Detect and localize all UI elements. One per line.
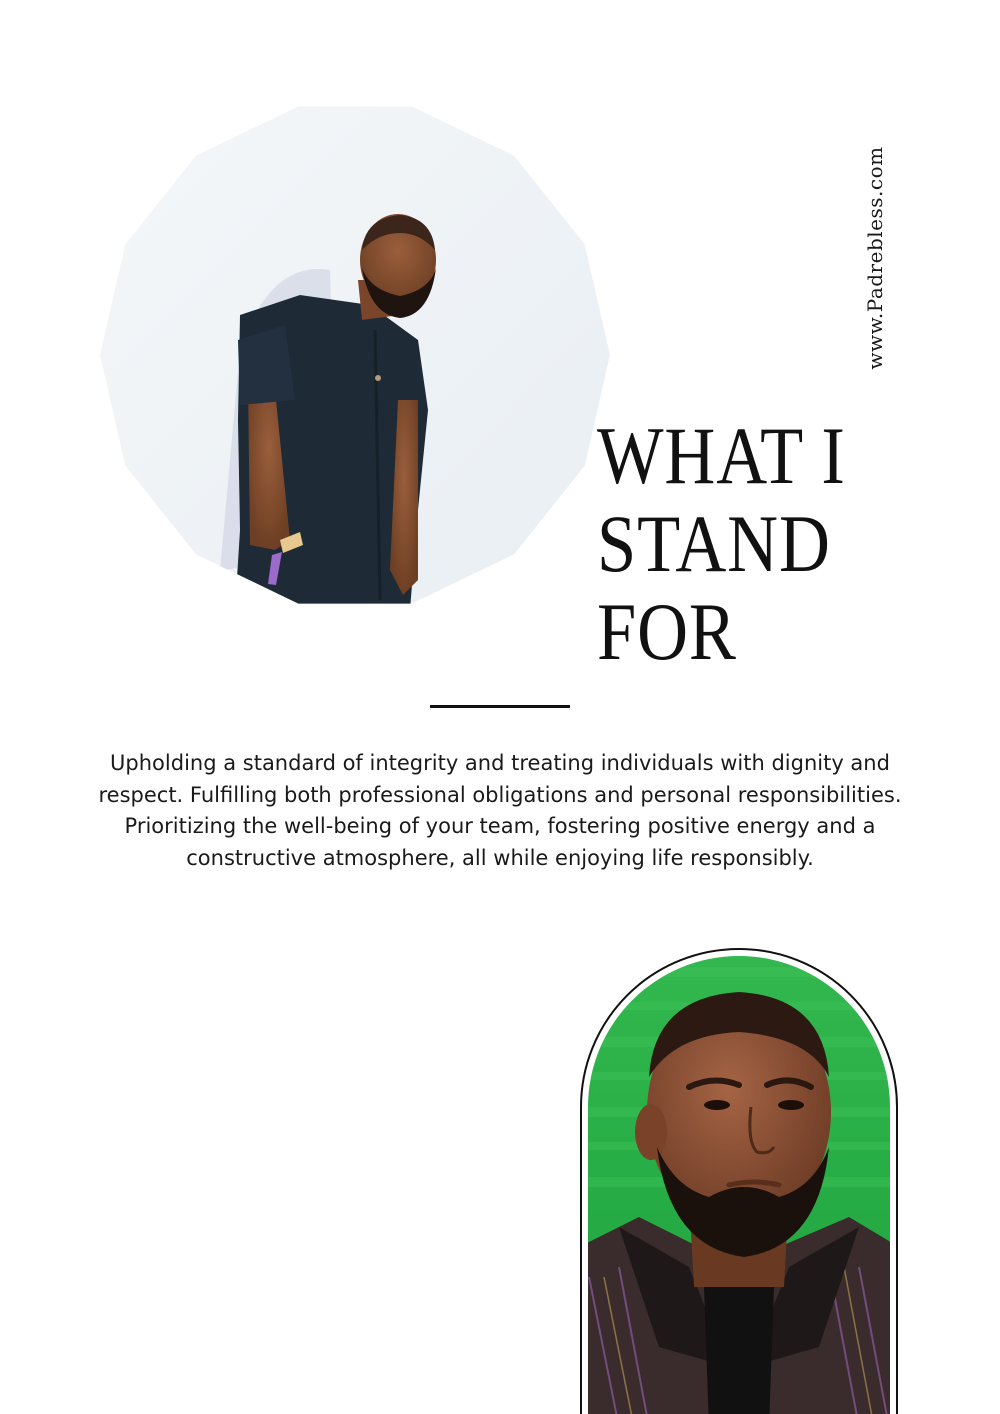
title-line-1: WHAT I xyxy=(597,410,846,501)
title-line-3: FOR xyxy=(597,586,737,677)
page-title xyxy=(597,412,889,676)
portrait-photo-top xyxy=(100,100,610,610)
section-divider xyxy=(430,705,570,708)
body-paragraph: Upholding a standard of integrity and treating individuals with dignity and respect. Fulfilling both professional obligations and personal responsibilities. Prioritizing the well-being of your team, fostering positive energy and a constructive atmosphere, all while enjoying life responsibly. xyxy=(98,751,902,870)
title-line-2: STAND xyxy=(597,498,831,589)
portrait-photo-bottom xyxy=(579,947,899,1414)
website-url: www.Padrebless.com xyxy=(863,146,887,370)
